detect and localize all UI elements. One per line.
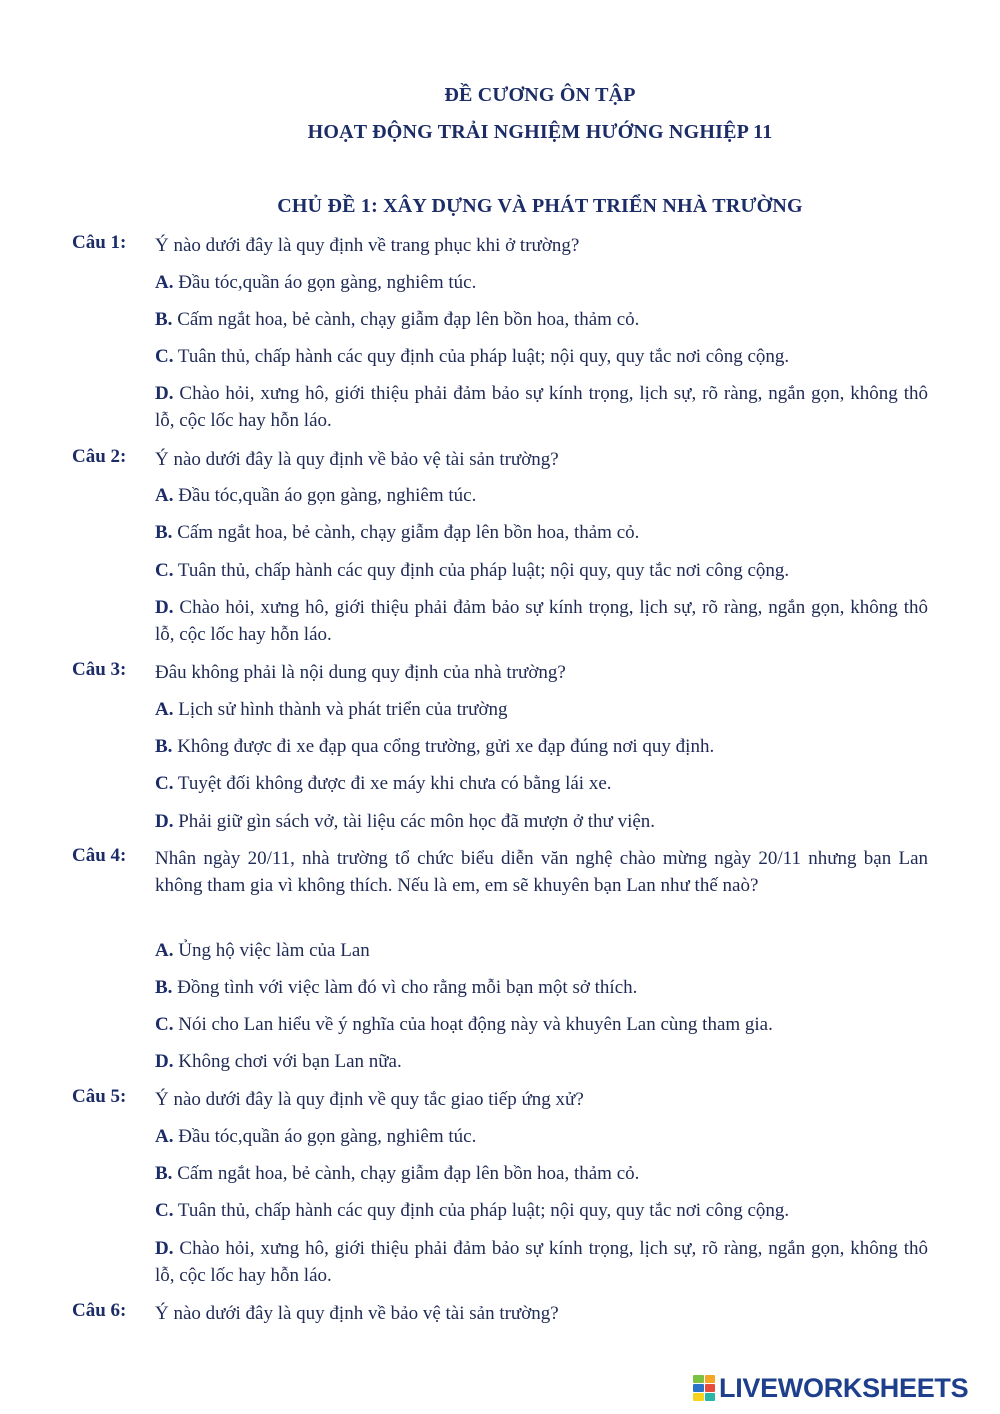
- question-label: Câu 3:: [72, 659, 127, 680]
- option-d: D. Chào hỏi, xưng hô, giới thiệu phải đảm bảo sự kính trọng, lịch sự, rõ ràng, ngắn gọn, không thô lỗ, cộc lốc hay hỗn láo.: [155, 383, 928, 431]
- option-c: C. Nói cho Lan hiểu về ý nghĩa của hoạt động này và khuyên Lan cùng tham gia.: [155, 1014, 773, 1035]
- question-text: Ý nào dưới đây là quy định về bảo vệ tài sản trường?: [155, 449, 559, 470]
- option-d: D. Chào hỏi, xưng hô, giới thiệu phải đảm bảo sự kính trọng, lịch sự, rõ ràng, ngắn gọn, không thô lỗ, cộc lốc hay hỗn láo.: [155, 597, 928, 645]
- topic-heading: CHỦ ĐỀ 1: XÂY DỰNG VÀ PHÁT TRIỂN NHÀ TRƯỜNG: [277, 195, 803, 217]
- option-b: B. Không được đi xe đạp qua cổng trường, gửi xe đạp đúng nơi quy định.: [155, 736, 715, 757]
- liveworksheets-brand-text: LIVEWORKSHEETS: [719, 1372, 969, 1403]
- option-c: C. Tuân thủ, chấp hành các quy định của pháp luật; nội quy, quy tắc nơi công cộng.: [155, 1200, 790, 1221]
- option-a: A. Đầu tóc,quần áo gọn gàng, nghiêm túc.: [155, 1126, 477, 1147]
- option-c: C. Tuân thủ, chấp hành các quy định của pháp luật; nội quy, quy tắc nơi công cộng.: [155, 560, 790, 581]
- option-c: C. Tuân thủ, chấp hành các quy định của pháp luật; nội quy, quy tắc nơi công cộng.: [155, 346, 790, 367]
- option-b: B. Đồng tình với việc làm đó vì cho rằng mỗi bạn một sở thích.: [155, 977, 638, 998]
- option-a: A. Đầu tóc,quần áo gọn gàng, nghiêm túc.: [155, 272, 477, 293]
- question-text: Đâu không phải là nội dung quy định của nhà trường?: [155, 662, 566, 683]
- question-text: Nhân ngày 20/11, nhà trường tổ chức biểu diễn văn nghệ chào mừng ngày 20/11 nhưng bạn Lan không tham gia vì không thích. Nếu là em, em sẽ khuyên bạn Lan như thế naò?: [155, 848, 928, 896]
- option-b: B. Cấm ngắt hoa, bẻ cành, chạy giẫm đạp lên bồn hoa, thảm cỏ.: [155, 309, 640, 330]
- question-text: Ý nào dưới đây là quy định về quy tắc giao tiếp ứng xử?: [155, 1089, 584, 1110]
- question-text: Ý nào dưới đây là quy định về trang phục khi ở trường?: [155, 235, 580, 256]
- option-d: D. Không chơi với bạn Lan nữa.: [155, 1051, 402, 1072]
- question-label: Câu 5:: [72, 1086, 127, 1107]
- liveworksheets-logo: [693, 1373, 968, 1403]
- option-a: A. Đầu tóc,quần áo gọn gàng, nghiêm túc.: [155, 485, 477, 506]
- option-a: A. Lịch sử hình thành và phát triển của trường: [155, 699, 508, 720]
- question-label: Câu 4:: [72, 845, 127, 866]
- option-d: D. Phải giữ gìn sách vở, tài liệu các môn học đã mượn ở thư viện.: [155, 811, 656, 832]
- option-c: C. Tuyệt đối không được đi xe máy khi chưa có bằng lái xe.: [155, 773, 612, 794]
- document-title: ĐỀ CƯƠNG ÔN TẬP: [444, 84, 636, 106]
- question-label: Câu 6:: [72, 1300, 127, 1321]
- question-text: Ý nào dưới đây là quy định về bảo vệ tài sản trường?: [155, 1303, 559, 1324]
- liveworksheets-logo-icon: [693, 1375, 715, 1401]
- question-label: Câu 2:: [72, 446, 127, 467]
- option-b: B. Cấm ngắt hoa, bẻ cành, chạy giẫm đạp lên bồn hoa, thảm cỏ.: [155, 1163, 640, 1184]
- option-b: B. Cấm ngắt hoa, bẻ cành, chạy giẫm đạp lên bồn hoa, thảm cỏ.: [155, 522, 640, 543]
- document-subtitle: HOẠT ĐỘNG TRẢI NGHIỆM HƯỚNG NGHIỆP 11: [307, 121, 773, 143]
- option-d: D. Chào hỏi, xưng hô, giới thiệu phải đảm bảo sự kính trọng, lịch sự, rõ ràng, ngắn gọn, không thô lỗ, cộc lốc hay hỗn láo.: [155, 1238, 928, 1286]
- option-a: A. Ủng hộ việc làm của Lan: [155, 940, 370, 961]
- question-label: Câu 1:: [72, 232, 127, 253]
